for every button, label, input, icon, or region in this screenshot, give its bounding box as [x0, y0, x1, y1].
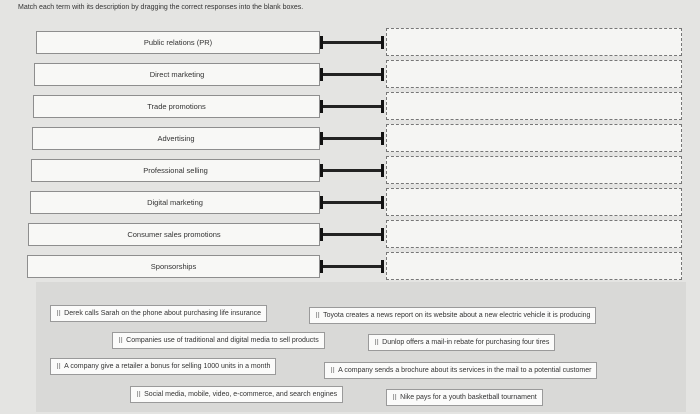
drag-handle-icon[interactable]: ⠿ [330, 367, 335, 375]
response-chip[interactable] [368, 334, 555, 351]
instructions: Match each term with its description by dragging the correct responses into the blank boxes. [18, 4, 304, 11]
drag-handle-icon[interactable]: ⠿ [136, 391, 141, 399]
response-text: A company give a retailer a bonus for selling 1000 units in a month [64, 363, 271, 370]
connector-line [320, 169, 384, 172]
connector-knob [320, 100, 323, 113]
connector-line [320, 233, 384, 236]
response-text: Nike pays for a youth basketball tournament [400, 394, 537, 401]
term-public-relations [36, 31, 320, 54]
connector-knob [320, 36, 323, 49]
response-chip[interactable] [309, 307, 596, 324]
drag-handle-icon[interactable]: ⠿ [118, 337, 123, 345]
term-professional-selling [31, 159, 320, 182]
connector-knob [320, 68, 323, 81]
connector-knob [381, 228, 384, 241]
connector-knob [381, 68, 384, 81]
term-label: Professional selling [143, 166, 208, 175]
term-consumer-sales-promotions [28, 223, 320, 246]
drag-handle-icon[interactable]: ⠿ [56, 363, 61, 371]
drag-handle-icon[interactable]: ⠿ [392, 394, 397, 402]
drag-handle-icon[interactable]: ⠿ [56, 310, 61, 318]
response-chip[interactable] [324, 362, 597, 379]
connector-knob [320, 164, 323, 177]
term-label: Consumer sales promotions [127, 230, 221, 239]
drop-zone[interactable] [386, 252, 682, 280]
connector-line [320, 105, 384, 108]
connector-knob [381, 196, 384, 209]
connector-knob [381, 164, 384, 177]
term-label: Direct marketing [149, 70, 205, 79]
term-direct-marketing [34, 63, 320, 86]
response-text: Dunlop offers a mail-in rebate for purchasing four tires [382, 339, 550, 346]
drag-handle-icon[interactable]: ⠿ [374, 339, 379, 347]
drop-zone[interactable] [386, 156, 682, 184]
drop-zone[interactable] [386, 92, 682, 120]
connector-line [320, 137, 384, 140]
response-chip[interactable] [50, 305, 267, 322]
term-label: Advertising [157, 134, 195, 143]
connector-knob [381, 260, 384, 273]
response-text: Toyota creates a news report on its website about a new electric vehicle it is producing [323, 312, 591, 319]
connector-knob [320, 260, 323, 273]
connector-knob [320, 228, 323, 241]
drop-zone[interactable] [386, 28, 682, 56]
drop-zone[interactable] [386, 124, 682, 152]
drop-zone[interactable] [386, 60, 682, 88]
term-label: Digital marketing [147, 198, 203, 207]
response-chip[interactable] [386, 389, 543, 406]
response-text: Derek calls Sarah on the phone about purchasing life insurance [64, 310, 262, 317]
term-advertising [32, 127, 320, 150]
term-label: Trade promotions [147, 102, 206, 111]
response-chip[interactable] [112, 332, 325, 349]
connector-line [320, 41, 384, 44]
response-chip[interactable] [130, 386, 343, 403]
connector-knob [381, 132, 384, 145]
connector-line [320, 265, 384, 268]
drag-handle-icon[interactable]: ⠿ [315, 312, 320, 320]
connector-knob [320, 196, 323, 209]
term-label: Public relations (PR) [143, 38, 213, 47]
connector-knob [381, 100, 384, 113]
drop-zone[interactable] [386, 220, 682, 248]
connector-line [320, 73, 384, 76]
response-chip[interactable] [50, 358, 276, 375]
connector-knob [320, 132, 323, 145]
term-sponsorships [27, 255, 320, 278]
term-digital-marketing [30, 191, 320, 214]
connector-knob [381, 36, 384, 49]
drop-zone[interactable] [386, 188, 682, 216]
term-trade-promotions [33, 95, 320, 118]
response-text: Companies use of traditional and digital media to sell products [126, 337, 319, 344]
response-text: A company sends a brochure about its services in the mail to a potential customer [338, 367, 592, 374]
response-text: Social media, mobile, video, e-commerce, and search engines [144, 391, 338, 398]
term-label: Sponsorships [150, 262, 197, 271]
connector-line [320, 201, 384, 204]
